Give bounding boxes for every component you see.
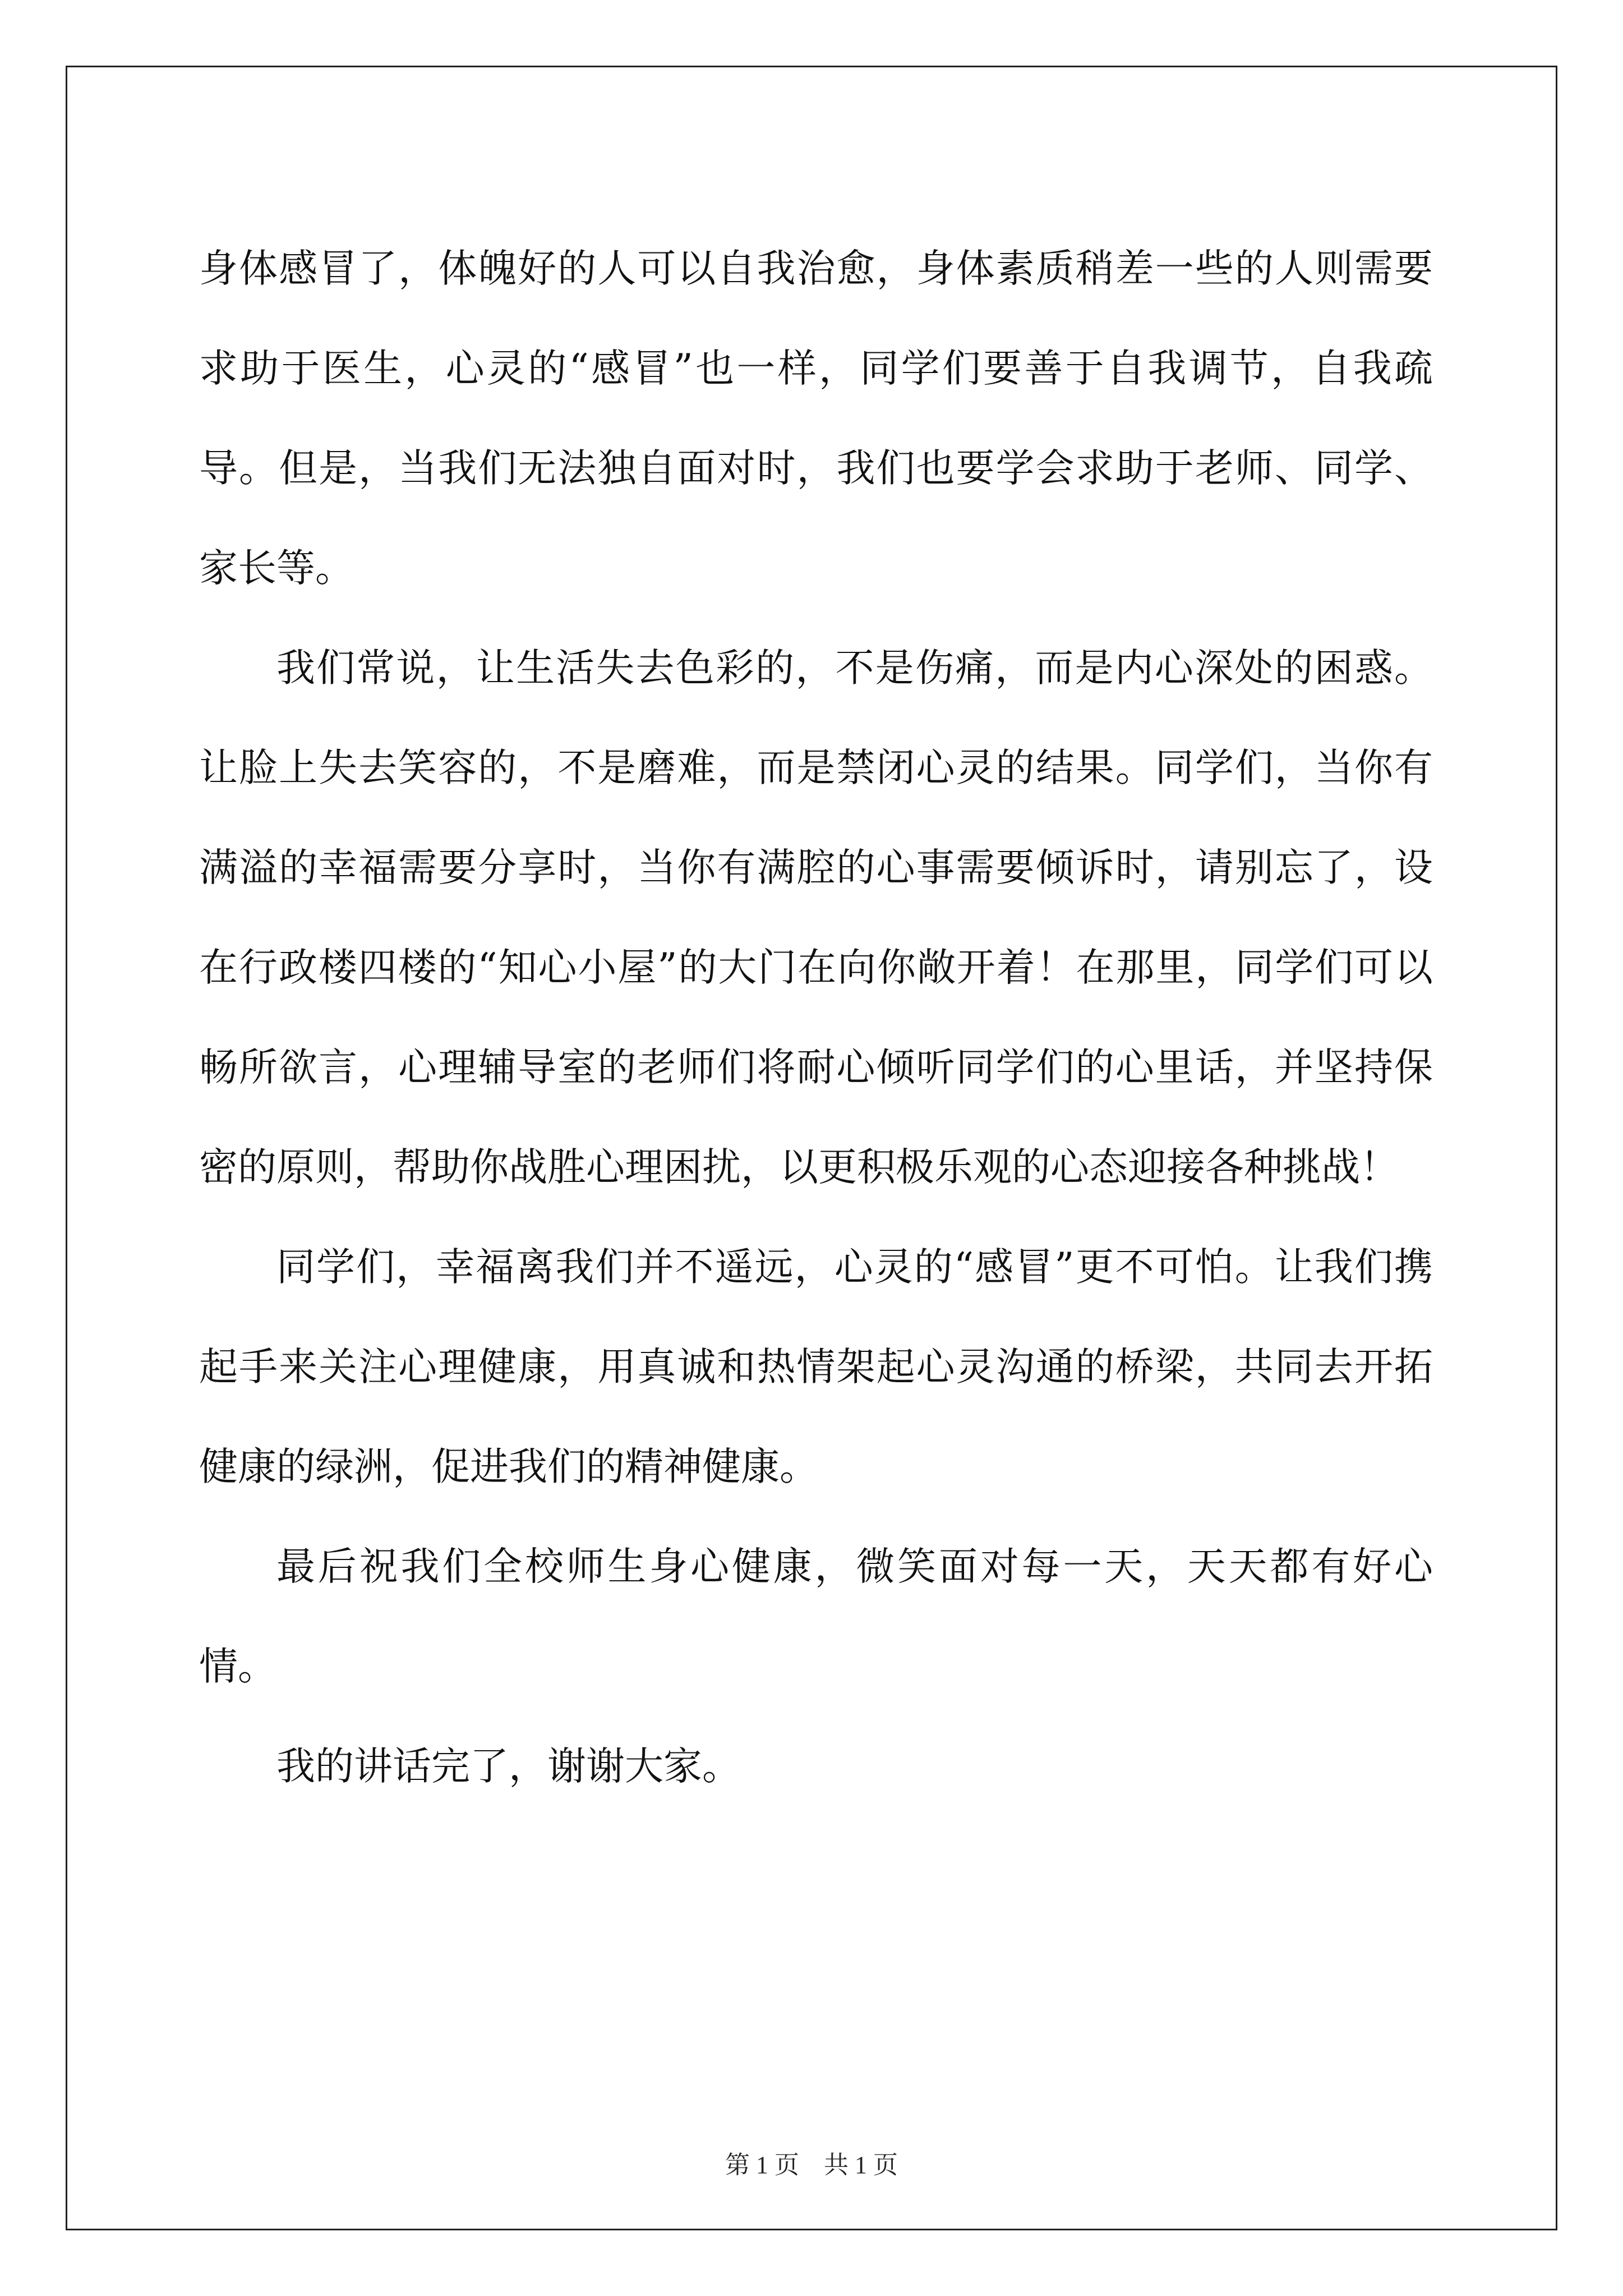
page-footer: [0, 2148, 1623, 2182]
page-number: 第 1 页: [725, 2151, 799, 2179]
paragraph-2: 我们常说，让生活失去色彩的，不是伤痛，而是内心深处的困惑。让脸上失去笑容的，不是磨难，而是禁闭心灵的结果。同学们，当你有满溢的幸福需要分享时，当你有满腔的心事需要倾诉时，请别忘了，设在行政楼四楼的“知心小屋”的大门在向你敞开着！在那里，同学们可以畅所欲言，心理辅导室的老师们将耐心倾听同学们的心里话，并坚持保密的原则，帮助你战胜心理困扰，以更积极乐观的心态迎接各种挑战！: [199, 646, 1433, 1190]
paragraph-4: 最后祝我们全校师生身心健康，微笑面对每一天，天天都有好心情。: [199, 1544, 1433, 1689]
document-body: [199, 219, 1433, 1816]
paragraph-5: 我的讲话完了，谢谢大家。: [276, 1744, 741, 1789]
paragraph-1: 身体感冒了，体魄好的人可以自我治愈，身体素质稍差一些的人则需要求助于医生，心灵的“感冒”也一样，同学们要善于自我调节，自我疏导。但是，当我们无法独自面对时，我们也要学会求助于老师、同学、家长等。: [199, 246, 1433, 591]
page-total: 共 1 页: [824, 2151, 898, 2179]
paragraph-3: 同学们，幸福离我们并不遥远，心灵的“感冒”更不可怕。让我们携起手来关注心理健康，用真诚和热情架起心灵沟通的桥梁，共同去开拓健康的绿洲，促进我们的精神健康。: [199, 1245, 1433, 1489]
